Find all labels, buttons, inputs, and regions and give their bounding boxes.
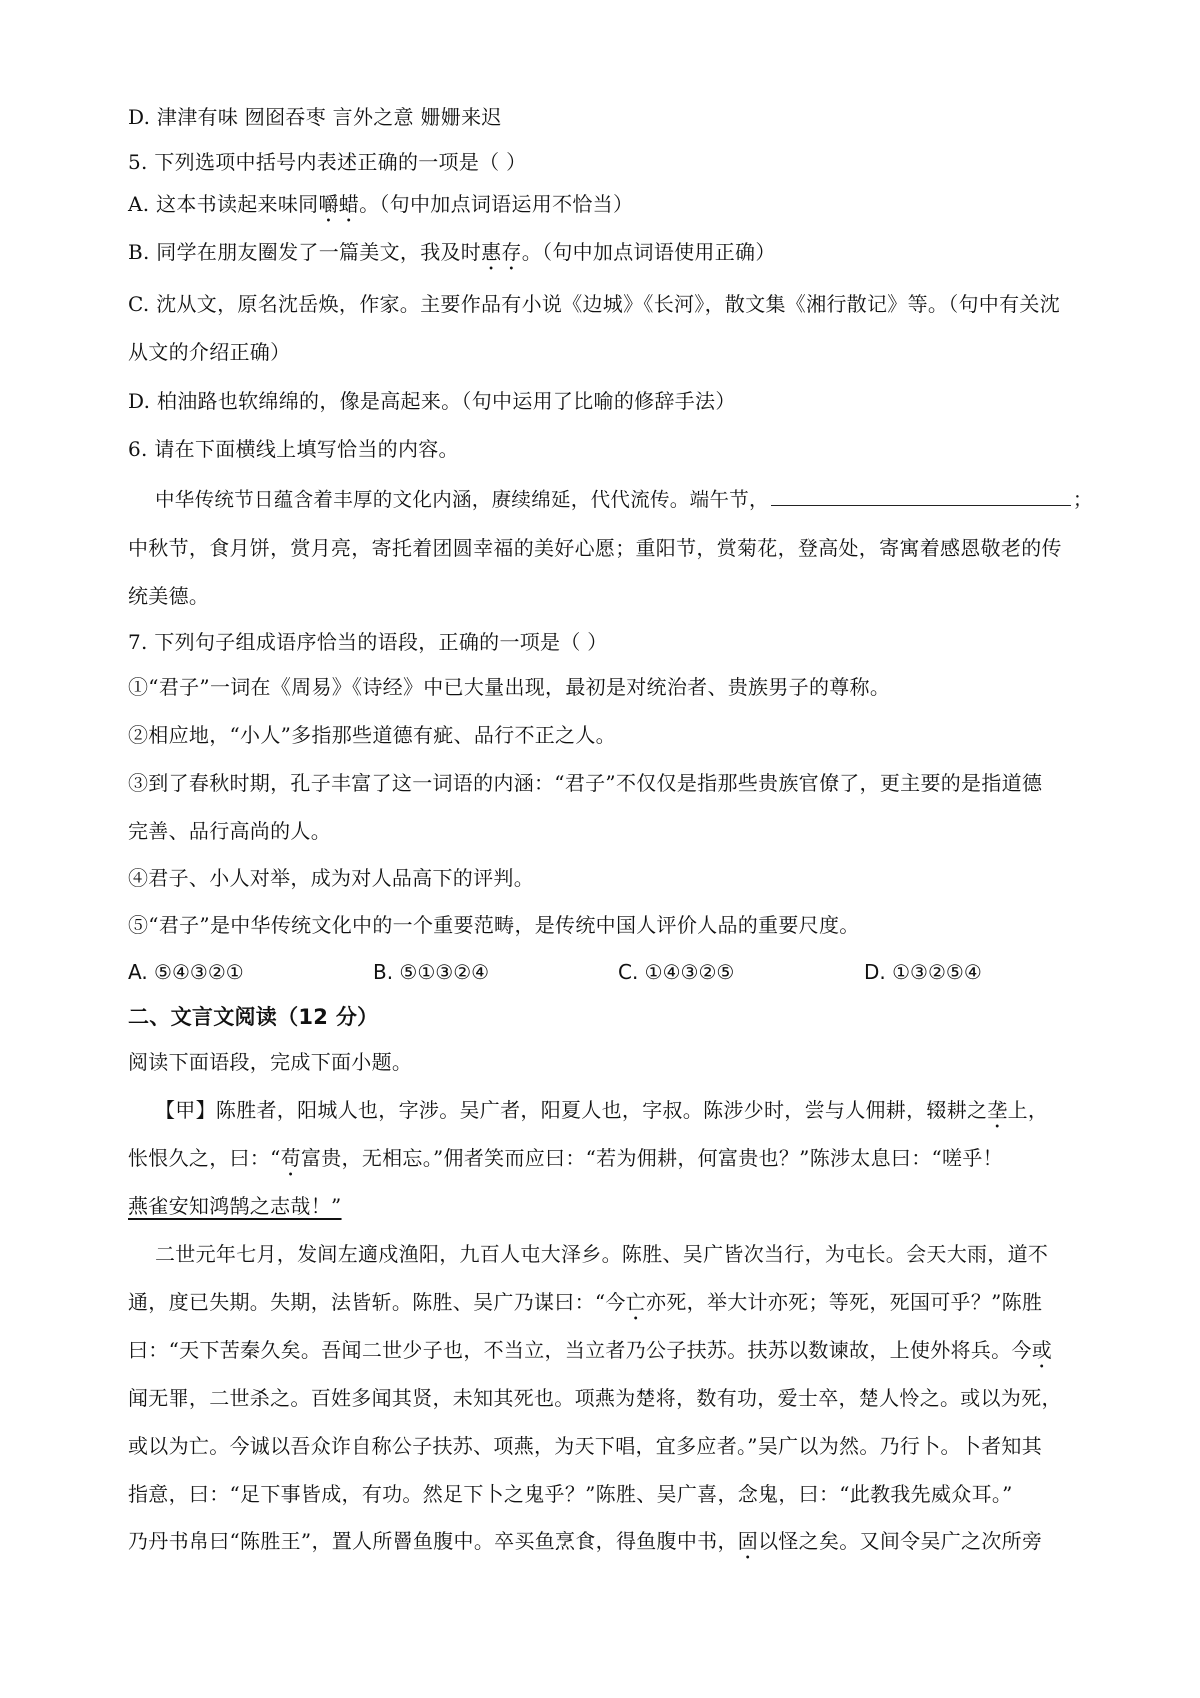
q5-option-b: [128, 238, 1100, 275]
q7-option-c[interactable]: C. ①④③②⑤: [618, 960, 735, 984]
section-heading: 二、文言文阅读（12 分）: [128, 1005, 379, 1029]
p2-line2-end: 亦死，举大计亦死；等死，死国可乎？”陈胜: [646, 1290, 1043, 1314]
p2-line2-text: 通，度已失期。失期，法皆斩。陈胜、吴广乃谋曰：“今: [128, 1290, 626, 1314]
jia-line1-dotted: 垄: [987, 1098, 1008, 1122]
p2-line3-text: 曰：“天下苦秦久矣。吾闻二世少子也，不当立，当立者乃公子扶苏。扶苏以数谏故，上使外将兵。今: [128, 1338, 1032, 1362]
q5-option-b-dotted: 惠存: [481, 240, 522, 264]
q7-sentence-4: ④君子、小人对举，成为对人品高下的评判。: [128, 866, 534, 890]
jia-line2-end: 富贵，无相忘。”佣者笑而应曰：“若为佣耕，何富贵也？”陈涉太息曰：“嗟乎！: [300, 1146, 1003, 1170]
q7-sentence-3-line1: ③到了春秋时期，孔子丰富了这一词语的内涵：“君子”不仅仅是指那些贵族官僚了，更主要的是指道德: [128, 771, 1043, 795]
q7-sentence-3-line2: 完善、品行高尚的人。: [128, 819, 331, 843]
jia-line2-text: 怅恨久之，曰：“: [128, 1146, 281, 1170]
q5-option-c-line2: 从文的介绍正确）: [128, 340, 291, 364]
q7-option-b[interactable]: B. ⑤①③②④: [373, 960, 490, 984]
q6-para-line1-end: ；: [1072, 488, 1093, 511]
q7-stem: 7. 下列句子组成语序恰当的语段，正确的一项是（ ）: [128, 630, 608, 654]
q5-option-c-line1: C. 沈从文，原名沈岳焕，作家。主要作品有小说《边城》《长河》，散文集《湘行散记》等。（句中有关沈: [128, 292, 1061, 316]
section-instruction: 阅读下面语段，完成下面小题。: [128, 1050, 413, 1074]
jia-line1-text: 【甲】陈胜者，阳城人也，字涉。吴广者，阳夏人也，字叔。陈涉少时，尝与人佣耕，辍耕之: [155, 1098, 988, 1122]
q7-option-a[interactable]: A. ⑤④③②①: [128, 960, 244, 984]
p2-line6: 指意，曰：“足下事皆成，有功。然足下卜之鬼乎？”陈胜、吴广喜，念鬼，曰：“此教我先威众耳。”: [128, 1482, 1013, 1506]
q6-answer-blank[interactable]: [771, 485, 1071, 506]
p2-line1: 二世元年七月，发闾左適戍渔阳，九百人屯大泽乡。陈胜、吴广皆次当行，为屯长。会天大雨，道不: [155, 1242, 1049, 1266]
q5-option-b-note: 。（句中加点词语使用正确）: [521, 240, 776, 264]
q5-option-a: [128, 190, 1100, 227]
p2-line2-dotted: 亡: [625, 1290, 647, 1314]
jia-line1: [155, 1096, 1100, 1133]
q6-para-line1-text: 中华传统节日蕴含着丰厚的文化内涵，赓续绵延，代代流传。端午节，: [155, 488, 769, 511]
q7-option-d[interactable]: D. ①③②⑤④: [864, 960, 982, 984]
p2-line5: 或以为亡。今诚以吾众诈自称公子扶苏、项燕，为天下唱，宜多应者。”吴广以为然。乃行卜。卜者知其: [128, 1434, 1043, 1458]
q6-stem: 6. 请在下面横线上填写恰当的内容。: [128, 437, 459, 461]
q7-sentence-5: ⑤“君子”是中华传统文化中的一个重要范畴，是传统中国人评价人品的重要尺度。: [128, 913, 860, 937]
q5-stem: 5. 下列选项中括号内表述正确的一项是（ ）: [128, 150, 527, 174]
q4-option-d: D. 津津有味 囫囵吞枣 言外之意 姗姗来迟: [128, 105, 502, 129]
jia-line3-underlined: 燕雀安知鸿鹄之志哉！”: [128, 1194, 342, 1218]
jia-line2: [128, 1144, 1100, 1181]
p2-line3-dotted: 或: [1031, 1338, 1053, 1362]
q5-option-b-text: B. 同学在朋友圈发了一篇美文，我及时: [128, 240, 482, 264]
q7-options: [128, 958, 1108, 986]
q5-option-a-note: 。（句中加点词语运用不恰当）: [359, 192, 634, 216]
jia-line2-dotted: 苟: [280, 1146, 301, 1170]
q6-para-line3: 统美德。: [128, 584, 210, 608]
p2-line7-end: 以怪之矣。又间令吴广之次所旁: [758, 1529, 1043, 1553]
p2-line7-dotted: 固: [737, 1529, 759, 1553]
jia-line1-end: 上，: [1007, 1098, 1049, 1122]
p2-line3: [128, 1336, 1100, 1373]
q5-option-d: D. 柏油路也软绵绵的，像是高起来。（句中运用了比喻的修辞手法）: [128, 389, 736, 413]
q7-sentence-2: ②相应地，“小人”多指那些道德有疵、品行不正之人。: [128, 723, 616, 747]
q5-option-a-text: A. 这本书读起来味同: [128, 192, 319, 216]
q6-para-line1: [155, 485, 1100, 514]
p2-line7-text: 乃丹书帛曰“陈胜王”，置人所罾鱼腹中。卒买鱼烹食，得鱼腹中书，: [128, 1529, 738, 1553]
q7-sentence-1: ①“君子”一词在《周易》《诗经》中已大量出现，最初是对统治者、贵族男子的尊称。: [128, 675, 891, 699]
p2-line7: [128, 1527, 1100, 1564]
q6-para-line2: 中秋节，食月饼，赏月亮，寄托着团圆幸福的美好心愿；重阳节，赏菊花，登高处，寄寓着感恩敬老的传: [128, 536, 1062, 560]
p2-line4: 闻无罪，二世杀之。百姓多闻其贤，未知其死也。项燕为楚将，数有功，爱士卒，楚人怜之。或以为死，: [128, 1386, 1062, 1410]
p2-line2: [128, 1288, 1100, 1325]
q5-option-a-dotted: 嚼蜡: [318, 192, 360, 216]
